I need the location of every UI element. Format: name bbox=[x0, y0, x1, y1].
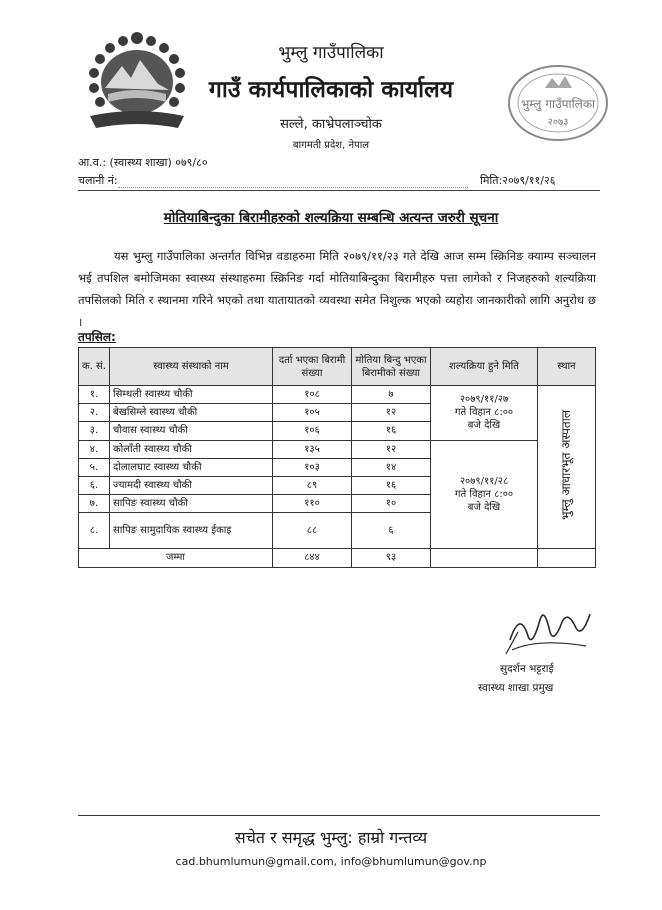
table-row bbox=[79, 440, 596, 458]
row-registered: १०६ bbox=[273, 422, 352, 440]
row-serial: ५. bbox=[79, 458, 110, 476]
row-cataract: १२ bbox=[352, 440, 431, 458]
reference-number: चलानी नं: bbox=[78, 174, 118, 187]
row-cataract: १६ bbox=[352, 422, 431, 440]
reference-dotted-line bbox=[118, 187, 468, 188]
header-cataract: मोतिया बिन्दु भएका बिरामीको संख्या bbox=[352, 348, 431, 386]
row-cataract: १४ bbox=[352, 458, 431, 476]
header-institution: स्वास्थ्य संस्थाको नाम bbox=[110, 348, 273, 386]
fiscal-year: आ.व.: (स्वास्थ्य शाखा) ०७९/८० bbox=[78, 156, 208, 169]
schedule-suffix: बजे देखि bbox=[467, 420, 501, 432]
total-empty-cell bbox=[431, 549, 538, 567]
row-registered: ८८ bbox=[273, 513, 352, 549]
header-place: स्थान bbox=[538, 348, 596, 386]
row-registered: १०३ bbox=[273, 458, 352, 476]
row-registered: ११० bbox=[273, 495, 352, 513]
row-institution: बेखसिम्ले स्वास्थ्य चौकी bbox=[110, 404, 273, 422]
footer-slogan: सचेत र समृद्ध भुम्लु: हाम्रो गन्तव्य bbox=[234, 828, 428, 847]
signatory-title: स्वास्थ्य शाखा प्रमुख bbox=[478, 682, 554, 694]
row-cataract: ६ bbox=[352, 513, 431, 549]
place-name: भुम्लु आधारभूत अस्पताल bbox=[559, 410, 573, 521]
row-institution: सापिङ सामुदायिक स्वास्थ्य ईकाइ bbox=[110, 513, 273, 549]
row-registered: ८९ bbox=[273, 476, 352, 494]
schedule-suffix: बजे देखि bbox=[467, 501, 501, 513]
municipality-name: भुम्लु गाउँपालिका bbox=[278, 43, 384, 63]
surgery-place bbox=[538, 386, 596, 549]
row-serial: २. bbox=[79, 404, 110, 422]
schedule-date: २०७९/११/२८ bbox=[459, 475, 509, 487]
svg-text:भुम्लु गाउँपालिका: भुम्लु गाउँपालिका bbox=[520, 97, 596, 111]
issue-date: मिति:२०७९/११/२६ bbox=[480, 174, 556, 187]
office-name: गाउँ कार्यपालिकाको कार्यालय bbox=[208, 77, 454, 103]
surgery-schedule-1 bbox=[431, 386, 538, 441]
svg-text:२०७३: २०७३ bbox=[547, 117, 569, 128]
notice-body: यस भुम्लु गाउँपालिका अन्तर्गत विभिन्न वडाहरुमा मिति २०७९/११/२३ गते देखि आज सम्म स्क्रिनिङ क्याम्प सञ्चालन भई तपशिल बमोजिमका स्वास्थ्य संस्थाहरुमा स्क्रिनिङ गर्दा मोतियाबिन्दुका बिरामीहरु पत्ता लागेको र निजहरुको शल्यक्रिया तपसिलको मिति र स्थानमा गरिने भएको तथा यातायातको व्यवस्था समेत निशुल्क भएको व्यहोरा जानकारीको लागि अनुरोध छ । bbox=[78, 249, 596, 329]
row-serial: ७. bbox=[79, 495, 110, 513]
signatory-name: सुदर्शन भट्टराई bbox=[500, 663, 554, 675]
row-institution: सिम्थली स्वास्थ्य चौकी bbox=[110, 386, 273, 404]
row-serial: १. bbox=[79, 386, 110, 404]
footer-divider bbox=[78, 815, 600, 816]
table-total-row bbox=[79, 549, 596, 567]
table-header-row bbox=[79, 348, 596, 386]
header-registered: दर्ता भएका बिरामी संख्या bbox=[273, 348, 352, 386]
row-registered: १०५ bbox=[273, 404, 352, 422]
header-surgery-date: शल्यक्रिया हुने मिति bbox=[431, 348, 538, 386]
table-label: तपसिल: bbox=[78, 330, 116, 344]
row-institution: सापिङ स्वास्थ्य चौकी bbox=[110, 495, 273, 513]
row-institution: दोलालघाट स्वास्थ्य चौकी bbox=[110, 458, 273, 476]
table-row bbox=[79, 386, 596, 404]
schedule-date: २०७९/११/२७ bbox=[459, 394, 509, 406]
total-label: जम्मा bbox=[79, 549, 273, 567]
row-institution: चौवास स्वास्थ्य चौकी bbox=[110, 422, 273, 440]
row-cataract: १२ bbox=[352, 404, 431, 422]
row-serial: ४. bbox=[79, 440, 110, 458]
province-name: बागमती प्रदेश, नेपाल bbox=[292, 140, 370, 151]
footer-contact: cad.bhumlumun@gmail.com, info@bhumlumun@gov.np bbox=[175, 855, 487, 868]
notice-title: मोतियाबिन्दुका बिरामीहरुको शल्यक्रिया सम्बन्धि अत्यन्त जरुरी सूचना bbox=[163, 210, 499, 226]
row-cataract: ७ bbox=[352, 386, 431, 404]
row-cataract: १० bbox=[352, 495, 431, 513]
total-empty-cell bbox=[538, 549, 596, 567]
surgery-schedule-2 bbox=[431, 440, 538, 549]
row-serial: ८. bbox=[79, 513, 110, 549]
patient-summary-table bbox=[78, 347, 596, 568]
total-cataract: ९३ bbox=[352, 549, 431, 567]
row-cataract: १६ bbox=[352, 476, 431, 494]
office-seal-stamp bbox=[505, 62, 611, 144]
office-location: सल्ले, काभ्रेपलाञ्चोक bbox=[280, 117, 382, 132]
schedule-time: गते विहान ८:०० bbox=[454, 488, 514, 500]
schedule-time: गते विहान ८:०० bbox=[454, 407, 514, 419]
row-registered: १०८ bbox=[273, 386, 352, 404]
row-institution: ज्यामदी स्वास्थ्य चौकी bbox=[110, 476, 273, 494]
row-serial: ३. bbox=[79, 422, 110, 440]
row-institution: कोलाँती स्वास्थ्य चौकी bbox=[110, 440, 273, 458]
header-serial: क. सं. bbox=[79, 348, 110, 386]
row-serial: ६. bbox=[79, 476, 110, 494]
header-divider bbox=[78, 190, 600, 191]
total-registered: ८४४ bbox=[273, 549, 352, 567]
row-registered: १३५ bbox=[273, 440, 352, 458]
